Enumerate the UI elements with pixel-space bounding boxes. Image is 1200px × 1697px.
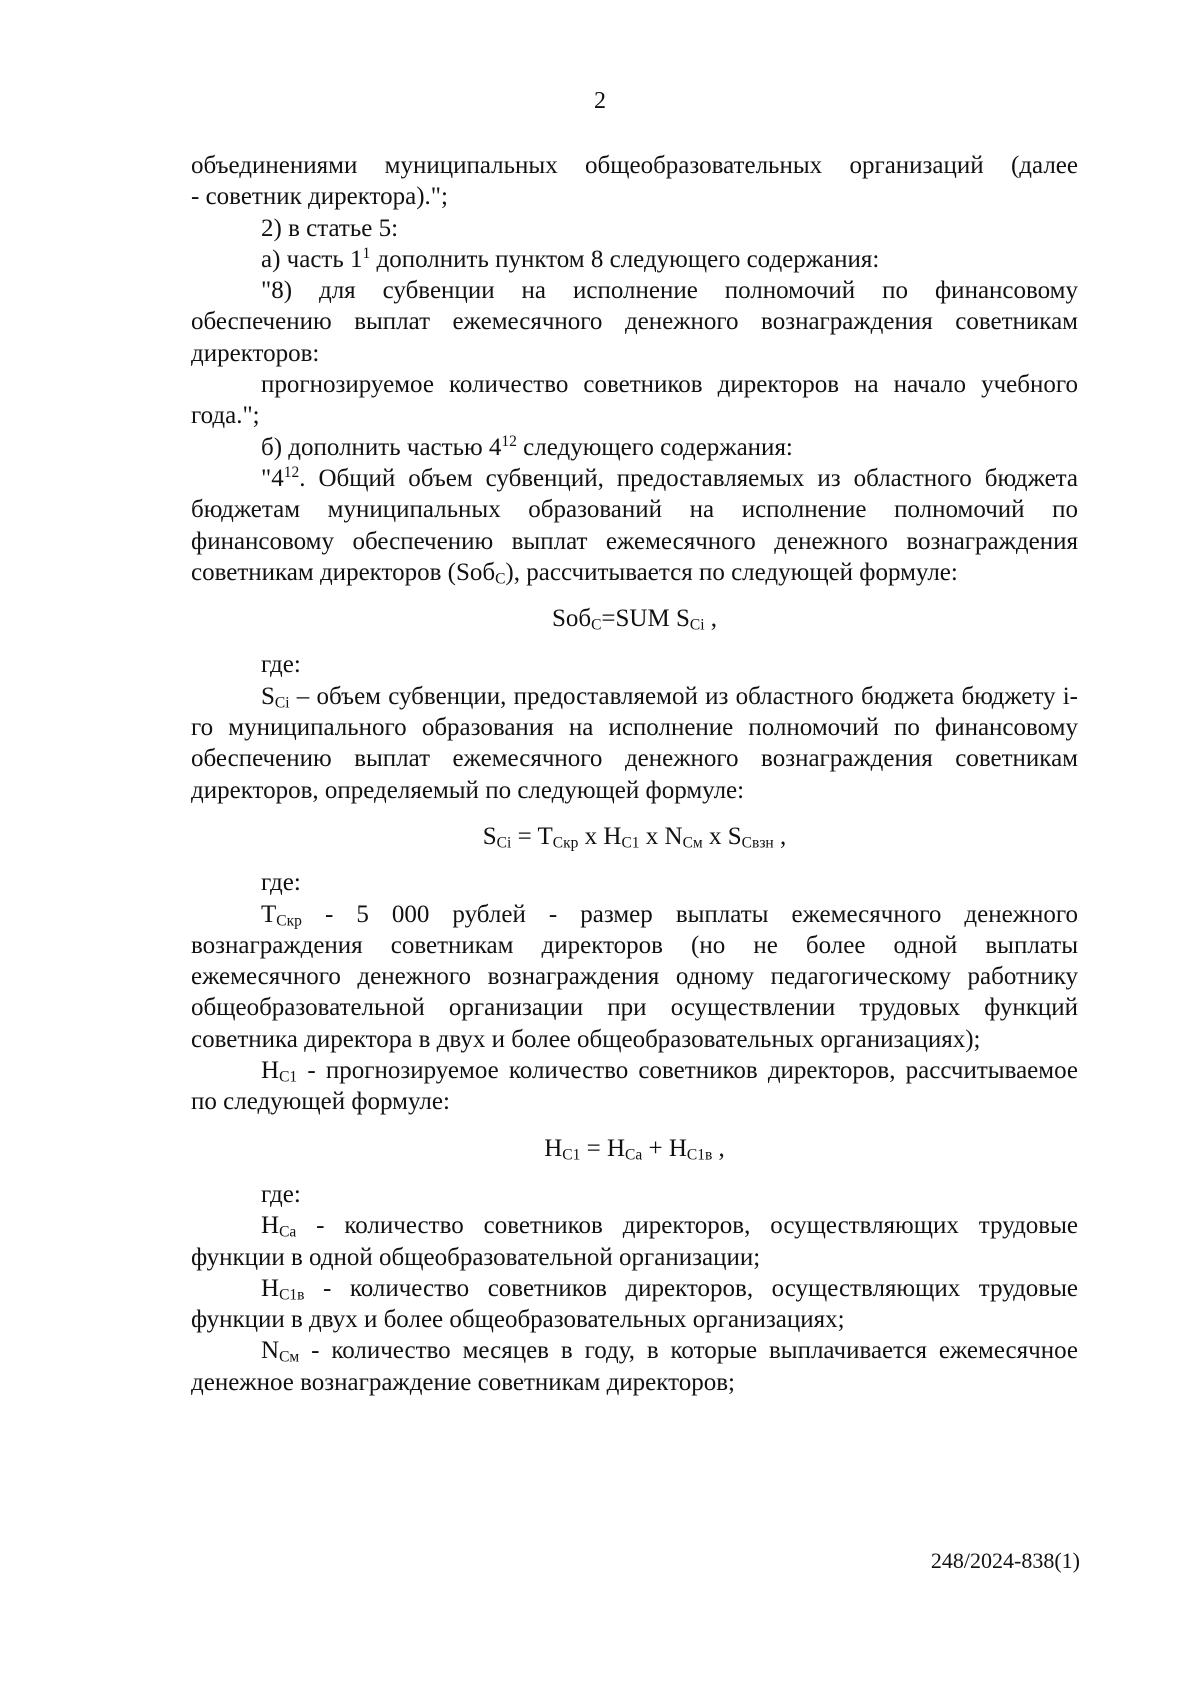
symbol: S (261, 682, 275, 710)
superscript: 12 (283, 463, 300, 481)
subscript: С (495, 570, 506, 588)
spacer (191, 588, 1078, 603)
definition-hc1v (191, 1273, 1078, 1336)
symbol: H (261, 1212, 280, 1240)
subscript: Скр (276, 911, 302, 929)
paragraph-item-a (191, 244, 1078, 275)
page-number: 2 (594, 88, 606, 114)
formula-term: , (773, 822, 787, 850)
text-span: . Общий объем субвенций, предоставляемых из областного бюджета бюджетам муниципальных образований на исполнение полномочий по финансовому обеспечению выплат ежемесячного денежного вознаграждения советникам директоров (Sоб (191, 464, 1078, 586)
text-span: б) дополнить частью 4 (261, 433, 502, 461)
subscript: Свзн (741, 834, 774, 852)
subscript: С1 (279, 1068, 298, 1086)
subscript: Са (625, 1146, 643, 1164)
formula-term: x S (702, 822, 742, 850)
text-span: - прогнозируемое количество советников директоров, рассчитываемое по следующей формуле: (191, 1057, 1078, 1116)
paragraph-item-b (191, 432, 1078, 463)
superscript: 12 (501, 432, 517, 450)
subscript: С1 (621, 834, 640, 852)
text-span: "4 (261, 464, 284, 492)
document-code: 248/2024-838(1) (930, 1548, 1080, 1573)
paragraph-item-8: "8) для субвенции на исполнение полномочий по финансовому обеспечению выплат ежемесячного денежного вознаграждения советникам директоров: (191, 277, 1078, 367)
superscript: 1 (362, 244, 371, 262)
definition-sci (191, 681, 1078, 806)
text-span: следующего содержания: (516, 433, 793, 461)
where-label: где: (261, 869, 301, 897)
paragraph-part-4-12 (191, 463, 1078, 588)
subscript: Сi (274, 694, 290, 712)
definition-ncm (191, 1335, 1078, 1398)
formula-term: = H (580, 1134, 625, 1162)
paragraph-item-2: 2) в статье 5: (261, 214, 399, 242)
symbol: N (261, 1337, 280, 1365)
symbol: T (261, 900, 277, 928)
formula-hc1 (191, 1133, 1078, 1164)
subscript: См (682, 834, 703, 852)
subscript: Са (279, 1223, 297, 1241)
formula-term: Sоб (551, 605, 592, 633)
text-span: - количество советников директоров, осуществляющих трудовые функции в одной общеобразовательной организации; (191, 1212, 1078, 1271)
spacer (191, 634, 1078, 649)
definition-tskr (191, 899, 1078, 1055)
text-line: объединениями муниципальных общеобразовательных организаций (далее (191, 152, 1078, 179)
text-span: дополнить пунктом 8 следующего содержания: (370, 245, 880, 273)
formula-term: =SUM S (601, 605, 690, 633)
spacer (191, 806, 1078, 821)
subscript: С1в (686, 1146, 713, 1164)
formula-term: = T (511, 822, 553, 850)
text-span: ), рассчитывается по следующей формуле: (505, 558, 958, 586)
document-body (191, 150, 1078, 1398)
symbol: H (261, 1057, 280, 1085)
formula-sci (191, 821, 1078, 852)
subscript: С1в (279, 1286, 305, 1304)
text-span: - 5 000 рублей - размер выплаты ежемесячного денежного вознаграждения советникам директоров (но не более одной выплаты ежемесячного денежного вознаграждения одному педагогическому работнику общеобразовательной организации при осуществлении трудовых функций советника директора в двух и более общеобразовательных организациях); (191, 900, 1078, 1053)
text-line: - советник директора)."; (191, 183, 448, 211)
subscript: С1 (562, 1146, 581, 1164)
text-span: а) часть 1 (261, 245, 363, 273)
spacer (191, 1118, 1078, 1133)
spacer (191, 1164, 1078, 1179)
formula-term: S (482, 822, 497, 850)
where-label: где: (261, 1180, 301, 1208)
formula-term: , (704, 605, 718, 633)
spacer (191, 852, 1078, 867)
definition-hca (191, 1210, 1078, 1273)
paragraph-forecast: прогнозируемое количество советников директоров на начало учебного года."; (191, 371, 1078, 430)
subscript: Сi (496, 834, 512, 852)
symbol: H (261, 1274, 280, 1302)
where-label: где: (261, 651, 301, 679)
formula-term: + H (642, 1134, 687, 1162)
formula-total (191, 603, 1078, 634)
formula-term: x H (578, 822, 622, 850)
formula-term: x N (639, 822, 683, 850)
text-span: - количество советников директоров, осуществляющих трудовые функции в двух и более общеобразовательных организациях; (191, 1274, 1078, 1334)
subscript: См (279, 1348, 300, 1366)
subscript: Сi (689, 616, 705, 634)
text-span: – объем субвенции, предоставляемой из областного бюджета бюджету i-го муниципального образования на исполнение полномочий по финансовому обеспечению выплат ежемесячного денежного вознаграждения советникам директоров, определяемый по следующей формуле: (191, 682, 1078, 804)
text-span: - количество месяцев в году, в которые выплачивается ежемесячное денежное вознаграждение советникам директоров; (191, 1337, 1078, 1396)
formula-term: H (544, 1134, 563, 1162)
definition-hc1 (191, 1055, 1078, 1118)
subscript: С (591, 616, 602, 634)
subscript: Скр (552, 834, 579, 852)
formula-term: , (712, 1134, 725, 1162)
